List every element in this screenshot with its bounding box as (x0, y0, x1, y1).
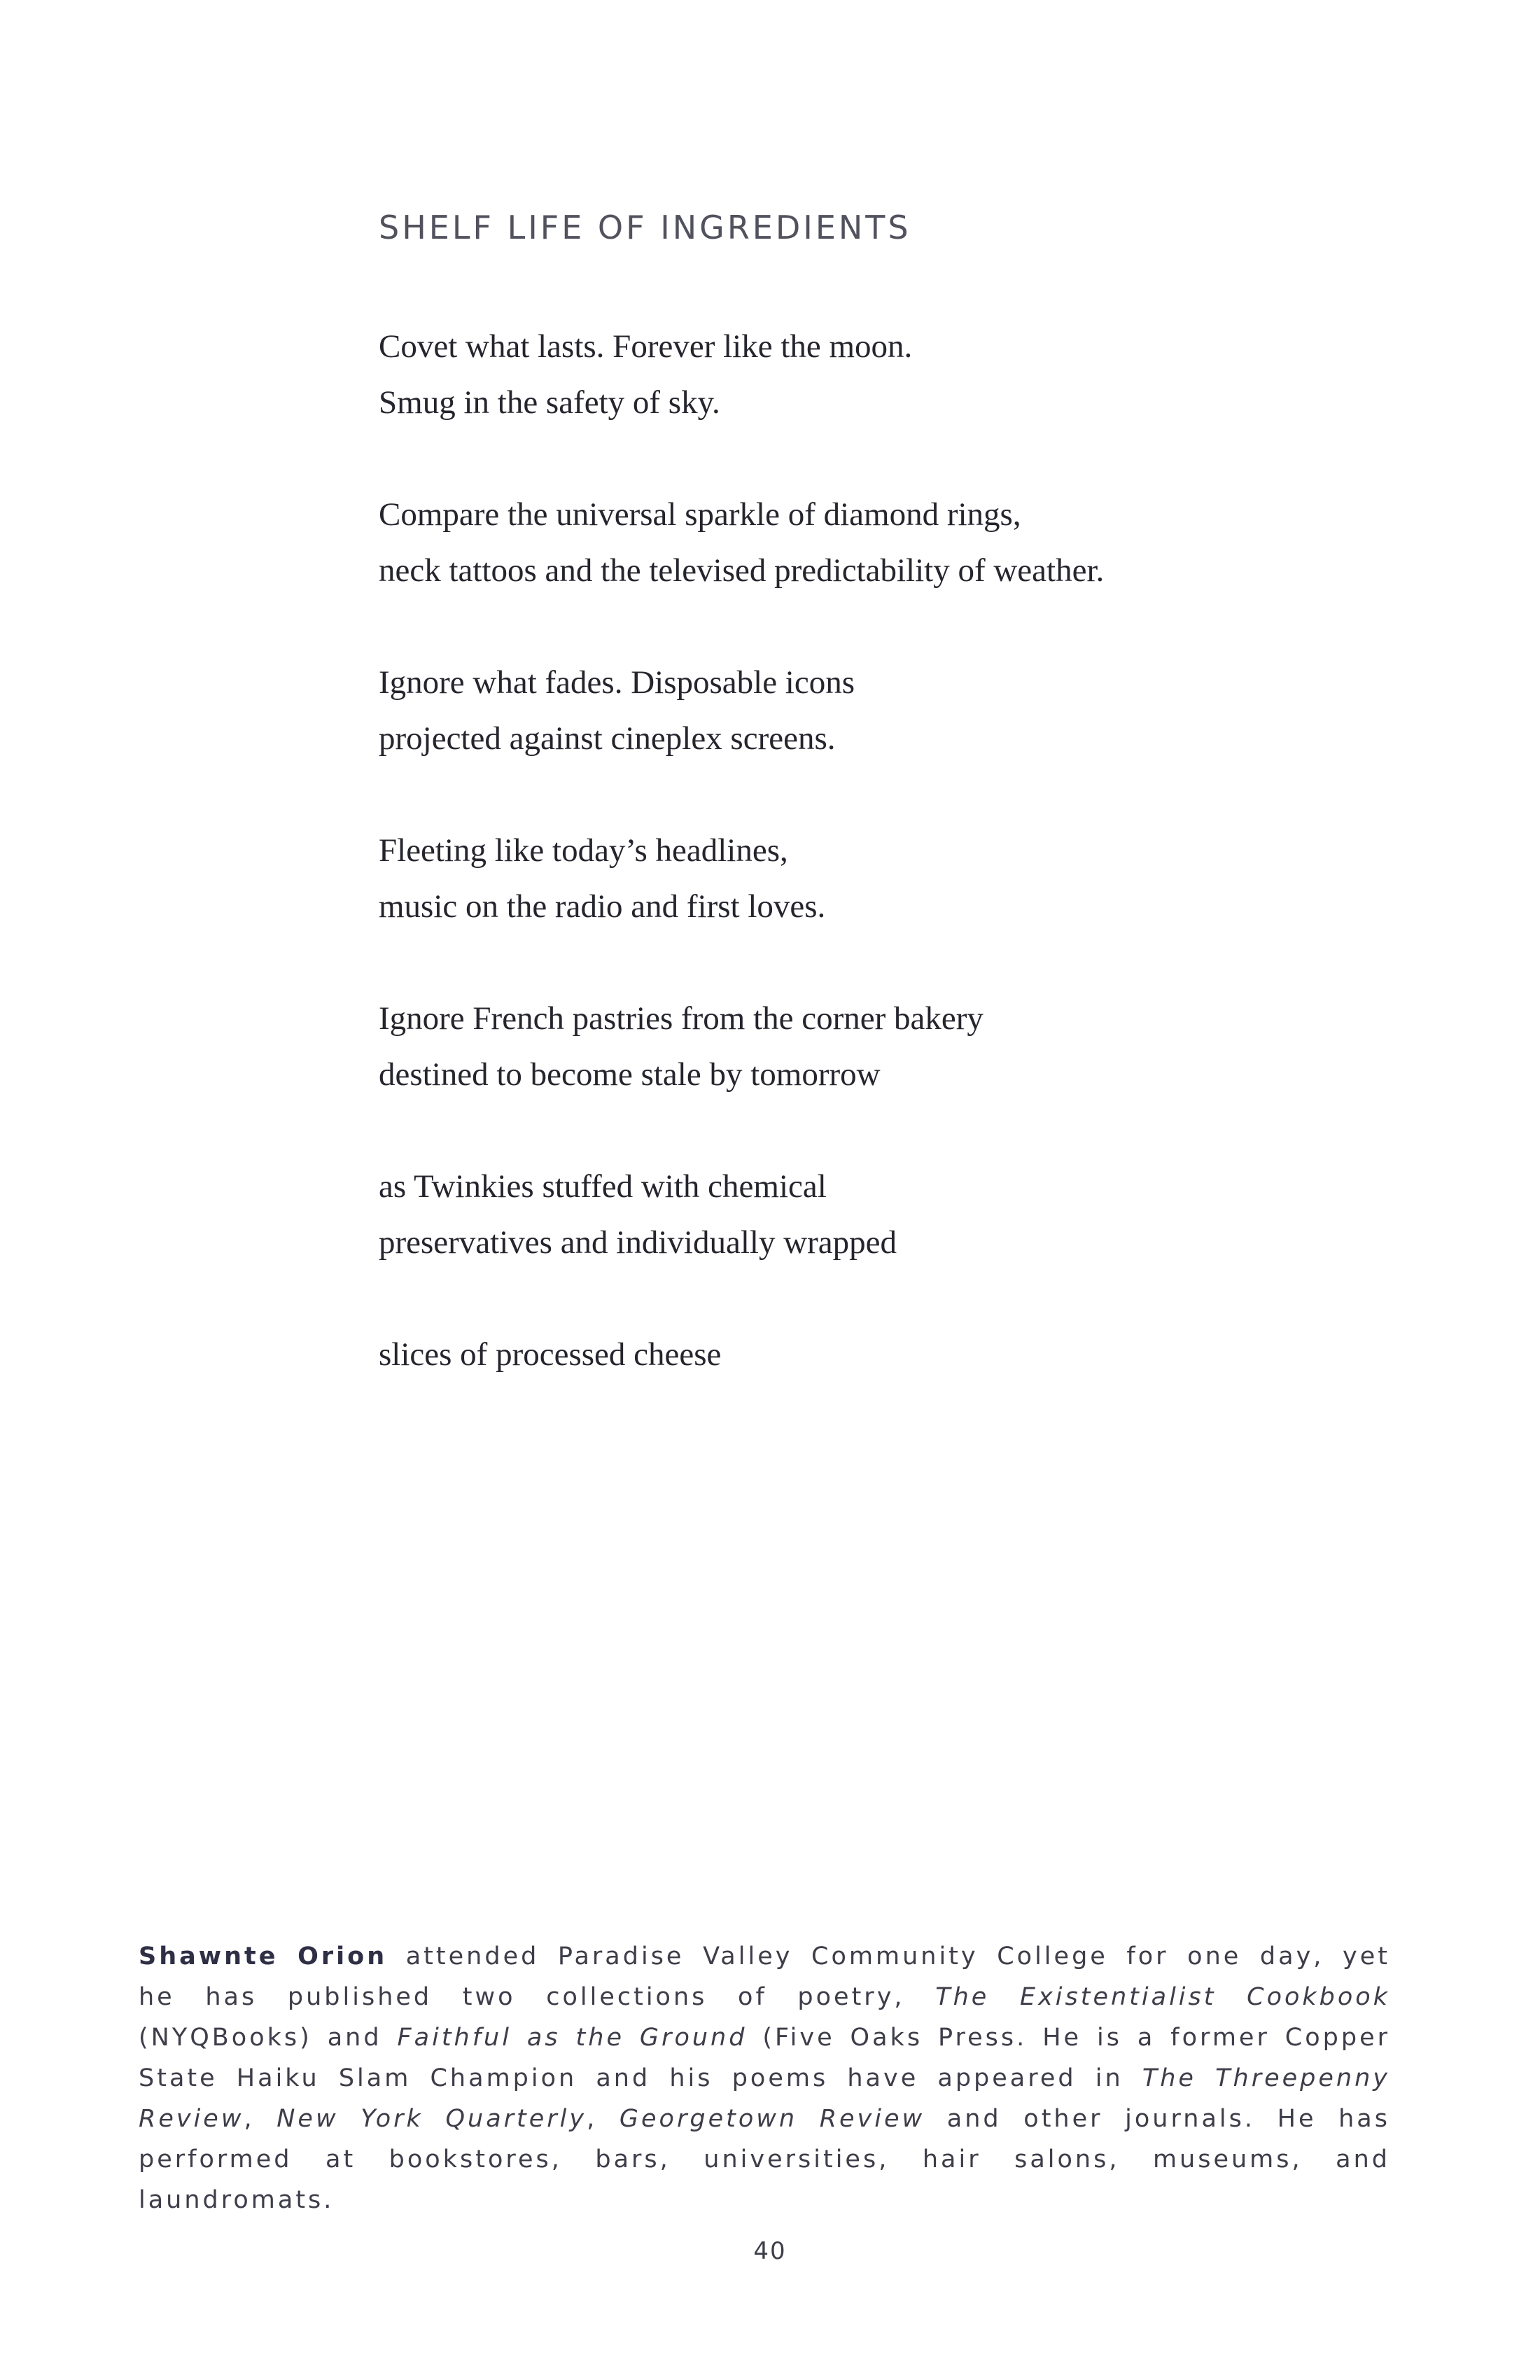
poem-title: SHELF LIFE OF INGREDIENTS (379, 209, 911, 246)
bio-text: and other journals. He has performed at bookstores, bars, universities, hair salons, museums, and laundromats. (139, 2105, 1390, 2214)
stanza-3 (379, 654, 1359, 766)
bio-separator: , (244, 2105, 277, 2133)
poem-line: Ignore French pastries from the corner bakery (379, 1000, 983, 1037)
poem-line: as Twinkies stuffed with chemical (379, 1168, 827, 1205)
poem-line: projected against cineplex screens. (379, 720, 836, 757)
page-number: 40 (753, 2237, 787, 2265)
poem-line: preservatives and individually wrapped (379, 1224, 897, 1261)
stanza-2 (379, 486, 1359, 598)
stanza-7 (379, 1326, 1359, 1382)
stanza-1 (379, 318, 1359, 430)
bio-book-title: The Existentialist Cookbook (935, 1983, 1390, 2011)
poem-line: Ignore what fades. Disposable icons (379, 664, 855, 701)
stanza-4 (379, 822, 1359, 934)
poem-line: Smug in the safety of sky. (379, 384, 720, 421)
poem-line: slices of processed cheese (379, 1336, 722, 1373)
stanza-5 (379, 990, 1359, 1102)
poem-line: Compare the universal sparkle of diamond rings, (379, 496, 1021, 533)
poem-body (379, 318, 1359, 1438)
bio-text: (Five Oaks Press. He is a former Copper State Haiku Slam Champion and his poems have appeared in (139, 2024, 1390, 2092)
poem-line: destined to become stale by tomorrow (379, 1056, 881, 1093)
bio-journal-title: The Threepenny Review (139, 2064, 1390, 2133)
poem-line: neck tattoos and the televised predictability of weather. (379, 552, 1105, 589)
bio-journal-title: Georgetown Review (619, 2105, 925, 2133)
bio-text: attended Paradise Valley Community College for one day, yet he has published two collections of poetry, (139, 1942, 1391, 2011)
author-bio (139, 1936, 1390, 2220)
stanza-6 (379, 1158, 1359, 1270)
bio-text: (NYQBooks) and (139, 2024, 398, 2052)
bio-journal-title: New York Quarterly (276, 2105, 587, 2133)
poem-line: Covet what lasts. Forever like the moon. (379, 328, 913, 365)
bio-separator: , (587, 2105, 620, 2133)
bio-author-name: Shawnte Orion (139, 1942, 388, 1970)
poem-line: music on the radio and first loves. (379, 888, 826, 925)
bio-book-title: Faithful as the Ground (397, 2024, 748, 2052)
poem-line: Fleeting like today’s headlines, (379, 832, 788, 869)
